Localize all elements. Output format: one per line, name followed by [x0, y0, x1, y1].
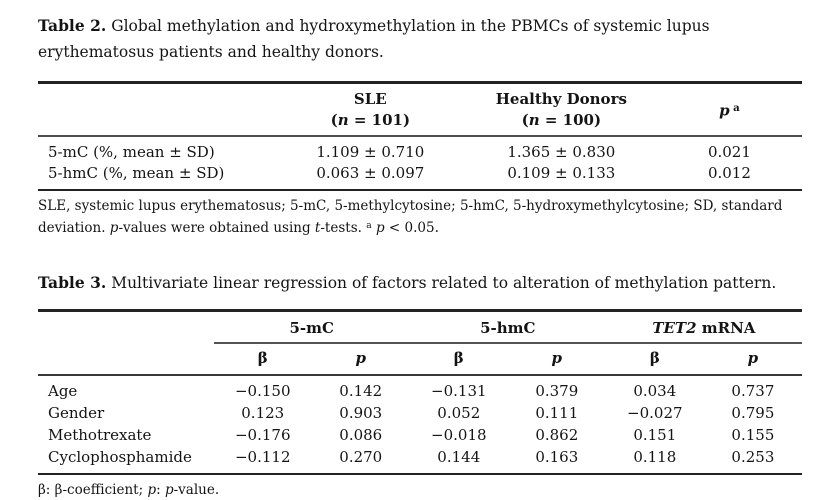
cell-value: −0.027 [627, 404, 683, 423]
table3-subheader-row [38, 343, 802, 375]
table2 [38, 81, 802, 191]
cell-value: 0.253 [731, 448, 775, 467]
row-label: 5-mC (%, mean ± SD) [48, 143, 215, 161]
table2-header-sle [275, 83, 466, 137]
table2-row-5mc [38, 136, 802, 163]
cell-value: 0.379 [535, 382, 579, 401]
table2-header-sle-line1: SLE [353, 90, 387, 108]
cell-value: 0.903 [339, 404, 383, 423]
table3-group-tet2-mrna: TET2 mRNA [606, 311, 802, 344]
cell-value: 0.862 [535, 426, 579, 445]
cell-value: 0.144 [437, 448, 481, 467]
table3-subheader-p: p [704, 343, 802, 375]
table3-subheader-beta: β [214, 343, 312, 375]
table3-caption: Table 3. Multivariate linear regression of factors related to alteration of methylation pattern. [38, 273, 777, 293]
cell-value: 0.737 [731, 382, 775, 401]
table3-subheader-beta: β [410, 343, 508, 375]
table2-header-healthy-line1: Healthy Donors [495, 90, 627, 108]
cell-value: 1.109 ± 0.710 [316, 143, 425, 161]
table3-row-age [38, 375, 802, 402]
cell-value: 0.021 [707, 143, 751, 161]
table3-group-empty-cell [38, 311, 214, 344]
table3-group-5mc: 5-mC [214, 311, 410, 344]
table3-subheader-empty-cell [38, 343, 214, 375]
table2-header-row [38, 83, 802, 137]
table3-group-header-row [38, 311, 802, 344]
cell-value: 0.109 ± 0.133 [507, 164, 616, 182]
cell-value: 0.142 [339, 382, 383, 401]
table2-header-healthy-donors [466, 83, 657, 137]
table3-footnote: β: β-coefficient; p: p-value. [38, 482, 220, 499]
cell-value: 0.151 [633, 426, 677, 445]
table3-group-5hmc: 5-hmC [410, 311, 606, 344]
cell-value: −0.131 [431, 382, 487, 401]
cell-value: −0.018 [431, 426, 487, 445]
table2-header-sle-line2: (n = 101) [330, 111, 411, 129]
cell-value: −0.176 [234, 426, 291, 445]
cell-value: 0.063 ± 0.097 [316, 164, 425, 182]
cell-value: 0.118 [633, 448, 677, 467]
cell-value: 0.795 [731, 404, 775, 423]
table3-row-cyclophosphamide [38, 446, 802, 474]
document-page [38, 13, 802, 500]
row-label: 5-hmC (%, mean ± SD) [48, 164, 225, 182]
table3-row-methotrexate [38, 424, 802, 446]
table2-header-pvalue: p $^a$ [657, 83, 802, 137]
row-label: Gender [48, 404, 105, 423]
table3 [38, 309, 802, 475]
row-label: Age [48, 382, 78, 401]
table2-header-healthy-line2: (n = 100) [521, 111, 602, 129]
cell-value: 0.034 [633, 382, 677, 401]
row-label: Cyclophosphamide [48, 448, 192, 467]
table3-subheader-beta: β [606, 343, 704, 375]
cell-value: 0.012 [707, 164, 751, 182]
cell-value: 0.163 [535, 448, 579, 467]
cell-value: 0.111 [535, 404, 579, 423]
table2-caption: Table 2. Global methylation and hydroxymethylation in the PBMCs of systemic lupus erythematosus patients and healthy donors. [38, 16, 710, 61]
cell-value: 0.123 [241, 404, 285, 423]
table2-row-5hmc [38, 163, 802, 190]
cell-value: −0.150 [234, 382, 291, 401]
cell-value: 0.052 [437, 404, 481, 423]
table3-subheader-p: p [508, 343, 606, 375]
cell-value: 0.155 [731, 426, 775, 445]
table3-row-gender [38, 402, 802, 424]
cell-value: 0.086 [339, 426, 383, 445]
table2-header-empty-cell [38, 83, 275, 137]
table2-footnote: SLE, systemic lupus erythematosus; 5-mC, 5-methylcytosine; 5-hmC, 5-hydroxymethylcytosine; SD, standard deviation. p-values were obtained using t-tests. $^a$ p < 0.05. [38, 198, 783, 237]
cell-value: −0.112 [234, 448, 291, 467]
table3-subheader-p: p [312, 343, 410, 375]
cell-value: 1.365 ± 0.830 [507, 143, 616, 161]
row-label: Methotrexate [48, 426, 152, 445]
cell-value: 0.270 [339, 448, 383, 467]
